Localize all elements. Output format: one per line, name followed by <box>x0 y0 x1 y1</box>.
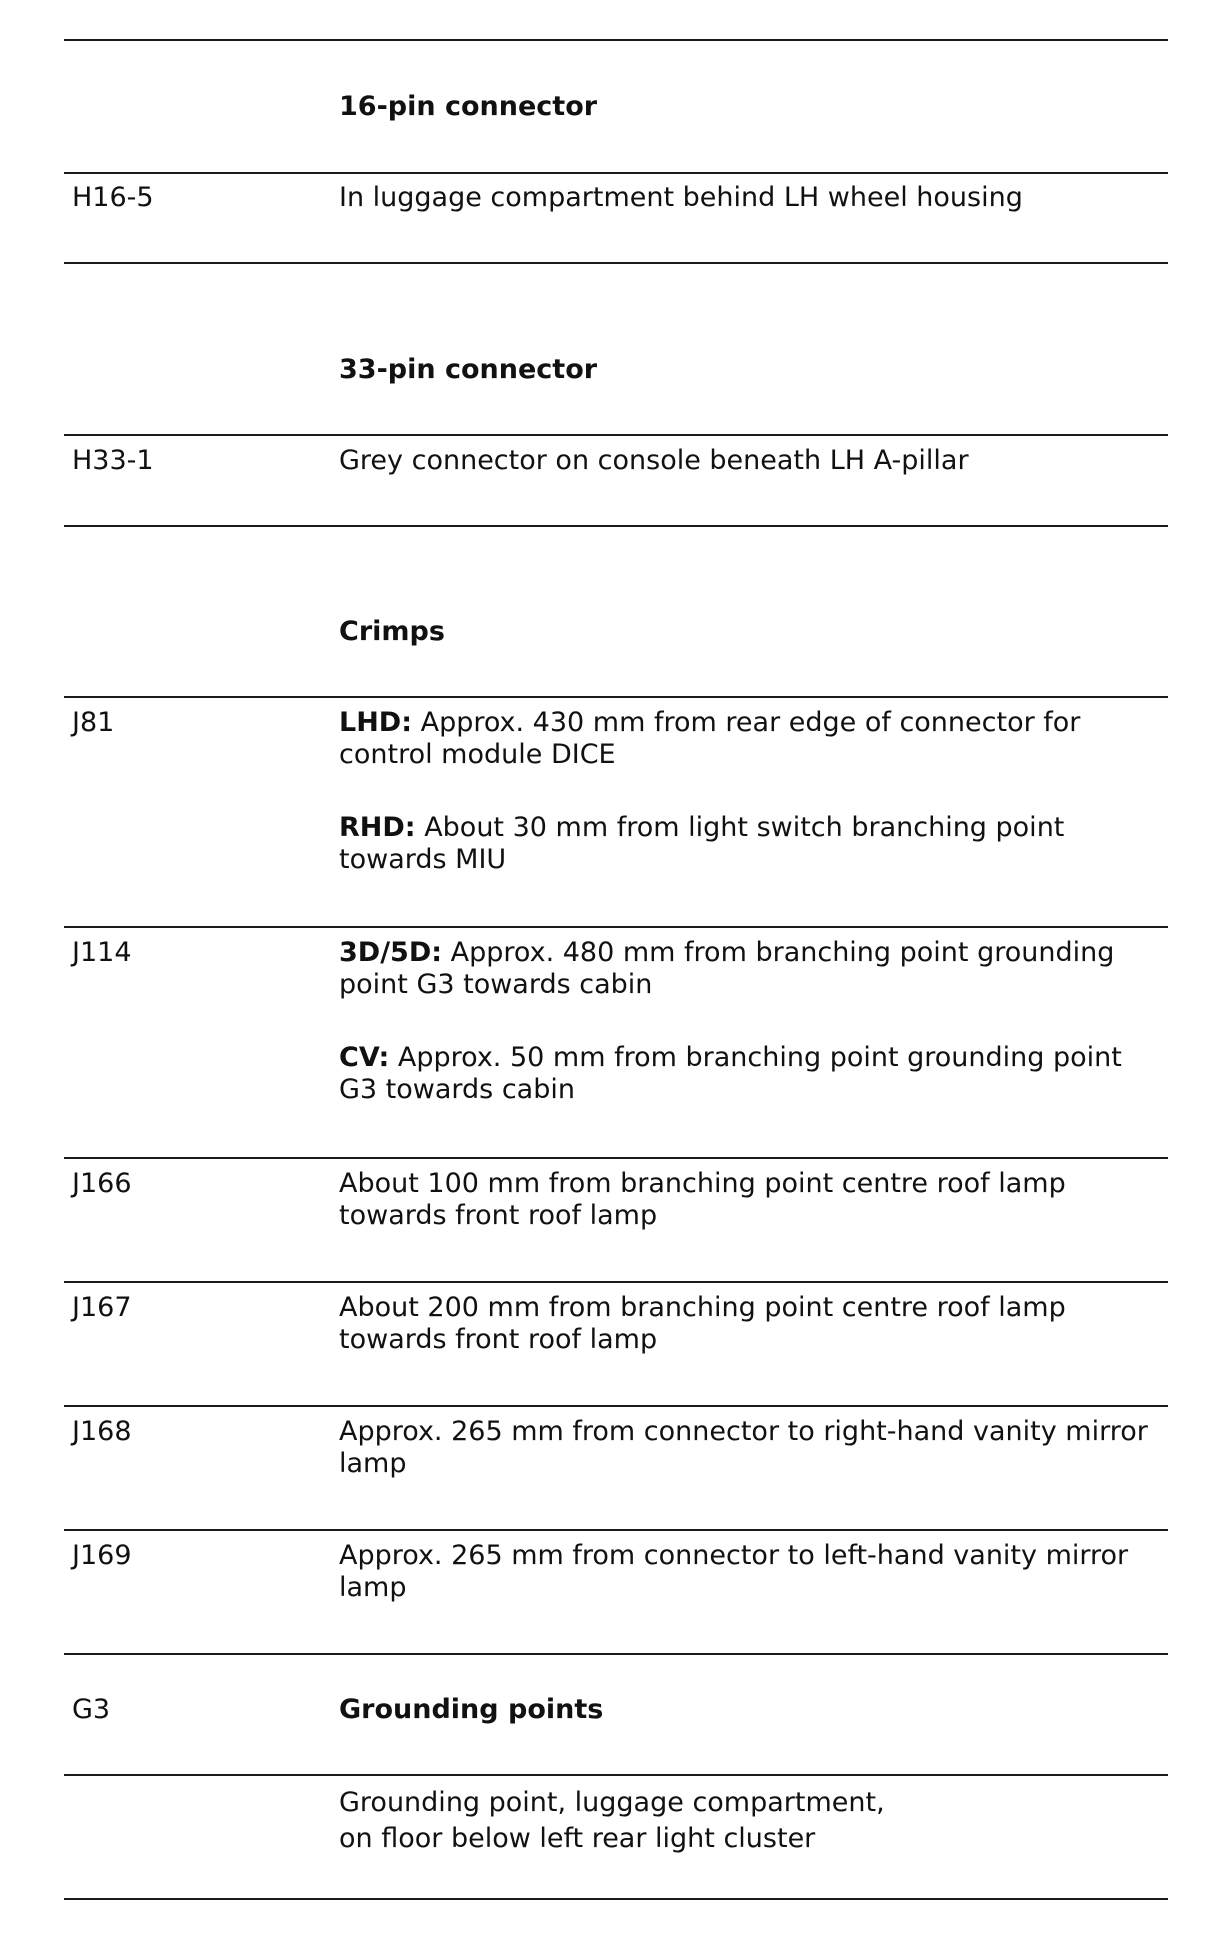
row-code-h16-5: H16-5 <box>72 182 154 213</box>
description-line: Grounding point, luggage compartment, <box>339 1787 885 1818</box>
row-description-h16-5: In luggage compartment behind LH wheel housing <box>339 182 1023 213</box>
row-code-h33-1: H33-1 <box>72 445 154 476</box>
table-rule <box>64 1157 1168 1159</box>
note-label: 3D/5D: <box>339 937 443 968</box>
note-label: LHD: <box>339 707 413 738</box>
table-rule <box>64 1529 1168 1531</box>
description-line: on floor below left rear light cluster <box>339 1823 816 1854</box>
table-rule <box>64 1774 1168 1776</box>
row-code-j81: J81 <box>72 707 115 738</box>
table-rule <box>64 1653 1168 1655</box>
section-heading-33-pin: 33-pin connector <box>339 354 598 385</box>
table-rule <box>64 172 1168 174</box>
note-rhd <box>339 812 1164 876</box>
row-description-h33-1: Grey connector on console beneath LH A-pillar <box>339 445 969 476</box>
row-description-j166: About 100 mm from branching point centre roof lamp towards front roof lamp <box>339 1168 1066 1231</box>
note-text: Approx. 430 mm from rear edge of connector for control module DICE <box>339 707 1081 770</box>
row-description-j81 <box>339 707 1164 876</box>
row-code-j168: J168 <box>72 1416 132 1447</box>
table-rule <box>64 926 1168 928</box>
section-heading-crimps: Crimps <box>339 616 445 647</box>
note-text: About 30 mm from light switch branching point towards MIU <box>339 812 1065 875</box>
document-page <box>64 0 1168 1960</box>
note-label: CV: <box>339 1042 390 1073</box>
table-rule <box>64 525 1168 527</box>
row-code-j169: J169 <box>72 1540 132 1571</box>
row-description-j168: Approx. 265 mm from connector to right-hand vanity mirror lamp <box>339 1416 1148 1479</box>
table-rule <box>64 1898 1168 1900</box>
row-code-g3: G3 <box>72 1694 111 1725</box>
note-3d-5d <box>339 937 1164 1001</box>
row-code-j166: J166 <box>72 1168 132 1199</box>
table-rule <box>64 1405 1168 1407</box>
row-description-j169: Approx. 265 mm from connector to left-hand vanity mirror lamp <box>339 1540 1129 1603</box>
section-heading-grounding-points: Grounding points <box>339 1694 604 1725</box>
note-cv <box>339 1042 1164 1106</box>
row-description-g3 <box>339 1785 1164 1857</box>
row-description-j167: About 200 mm from branching point centre roof lamp towards front roof lamp <box>339 1292 1066 1355</box>
table-rule <box>64 1281 1168 1283</box>
note-text: Approx. 50 mm from branching point grounding point G3 towards cabin <box>339 1042 1122 1105</box>
table-rule <box>64 262 1168 264</box>
row-code-j167: J167 <box>72 1292 132 1323</box>
row-code-j114: J114 <box>72 937 132 968</box>
note-label: RHD: <box>339 812 416 843</box>
note-text: Approx. 480 mm from branching point grounding point G3 towards cabin <box>339 937 1115 1000</box>
table-rule <box>64 696 1168 698</box>
section-heading-16-pin: 16-pin connector <box>339 91 598 122</box>
row-description-j114 <box>339 937 1164 1106</box>
table-rule <box>64 39 1168 41</box>
table-rule <box>64 434 1168 436</box>
note-lhd <box>339 707 1164 771</box>
